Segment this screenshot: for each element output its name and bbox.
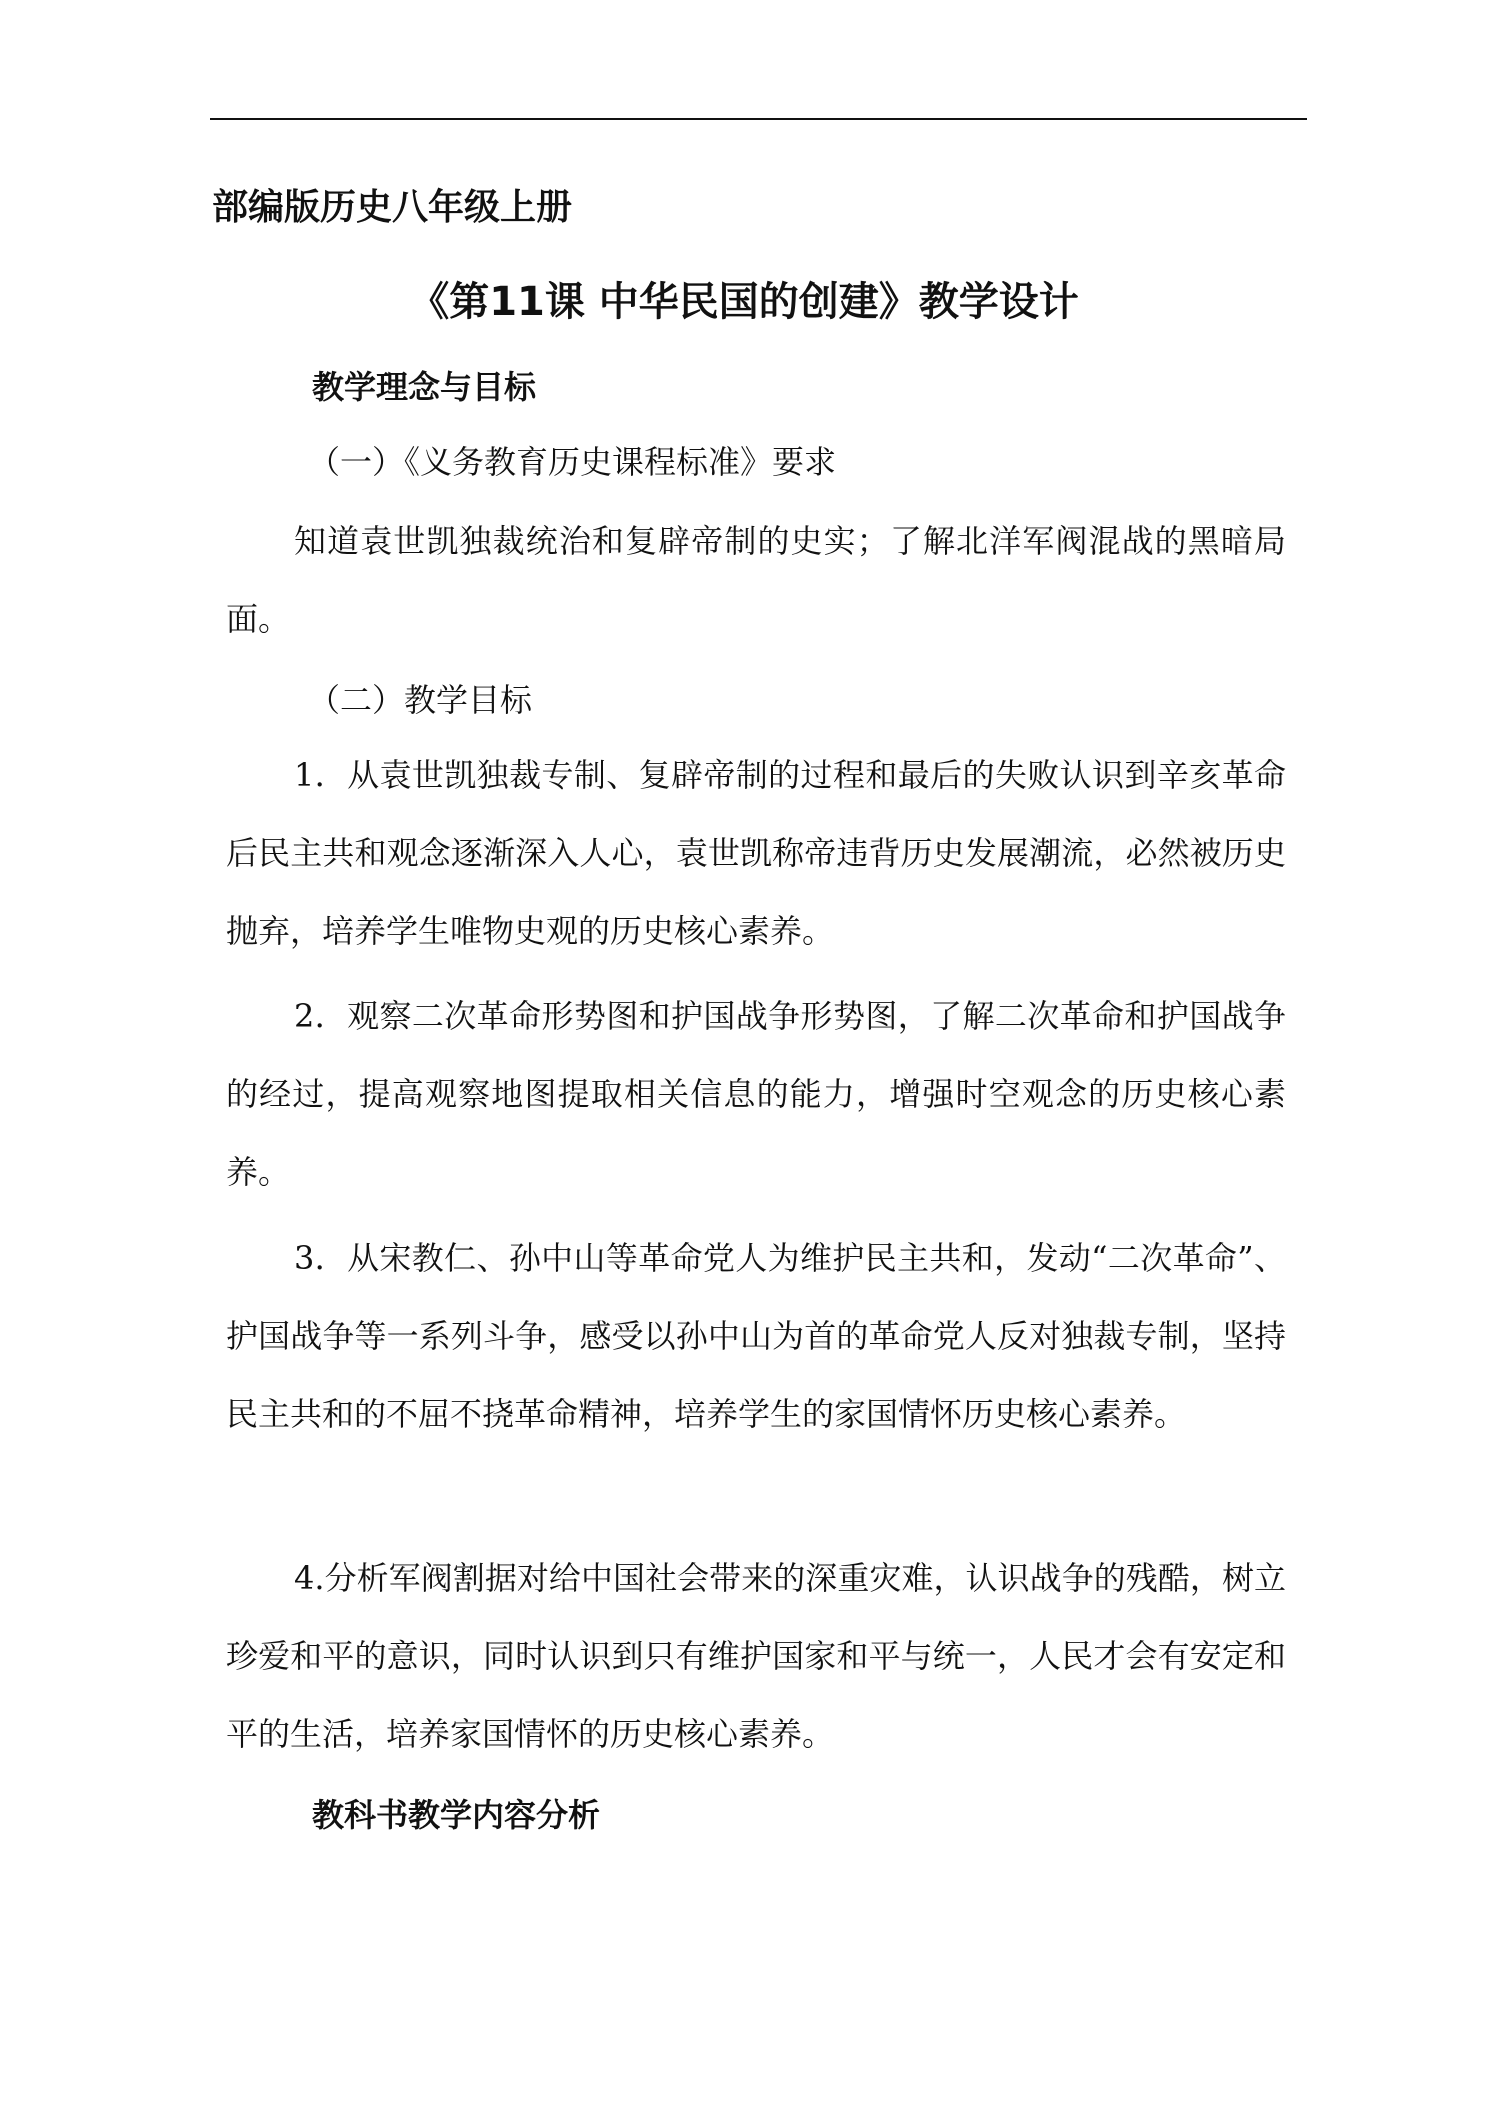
header-rule	[210, 118, 1307, 120]
section-heading-concept: 教学理念与目标	[312, 368, 537, 406]
subheading-objectives: （二）教学目标	[308, 681, 533, 719]
objective-item-2: 2．观察二次革命形势图和护国战争形势图，了解二次革命和护国战争的经过，提高观察地图提取相关信息的能力，增强时空观念的历史核心素养。	[226, 997, 1286, 1191]
book-header: 部编版历史八年级上册	[212, 187, 573, 228]
objective-item-4: 4.分析军阀割据对给中国社会带来的深重灾难，认识战争的残酷，树立珍爱和平的意识，同时认识到只有维护国家和平与统一，人民才会有安定和平的生活，培养家国情怀的历史核心素养。	[226, 1559, 1286, 1753]
objective-item-1: 1．从袁世凯独裁专制、复辟帝制的过程和最后的失败认识到辛亥革命后民主共和观念逐渐深入人心，袁世凯称帝违背历史发展潮流，必然被历史抛弃，培养学生唯物史观的历史核心素养。	[226, 756, 1286, 950]
objective-item-3: 3．从宋教仁、孙中山等革命党人为维护民主共和，发动“二次革命”、护国战争等一系列斗争，感受以孙中山为首的革命党人反对独裁专制，坚持民主共和的不屈不挠革命精神，培养学生的家国情怀历史核心素养。	[226, 1239, 1286, 1433]
section-heading-analysis: 教科书教学内容分析	[312, 1796, 601, 1834]
document-title: 《第11课 中华民国的创建》教学设计	[409, 279, 1079, 325]
subheading-standard: （一）《义务教育历史课程标准》要求	[308, 443, 837, 481]
standard-paragraph: 知道袁世凯独裁统治和复辟帝制的史实；了解北洋军阀混战的黑暗局面。	[226, 522, 1286, 638]
